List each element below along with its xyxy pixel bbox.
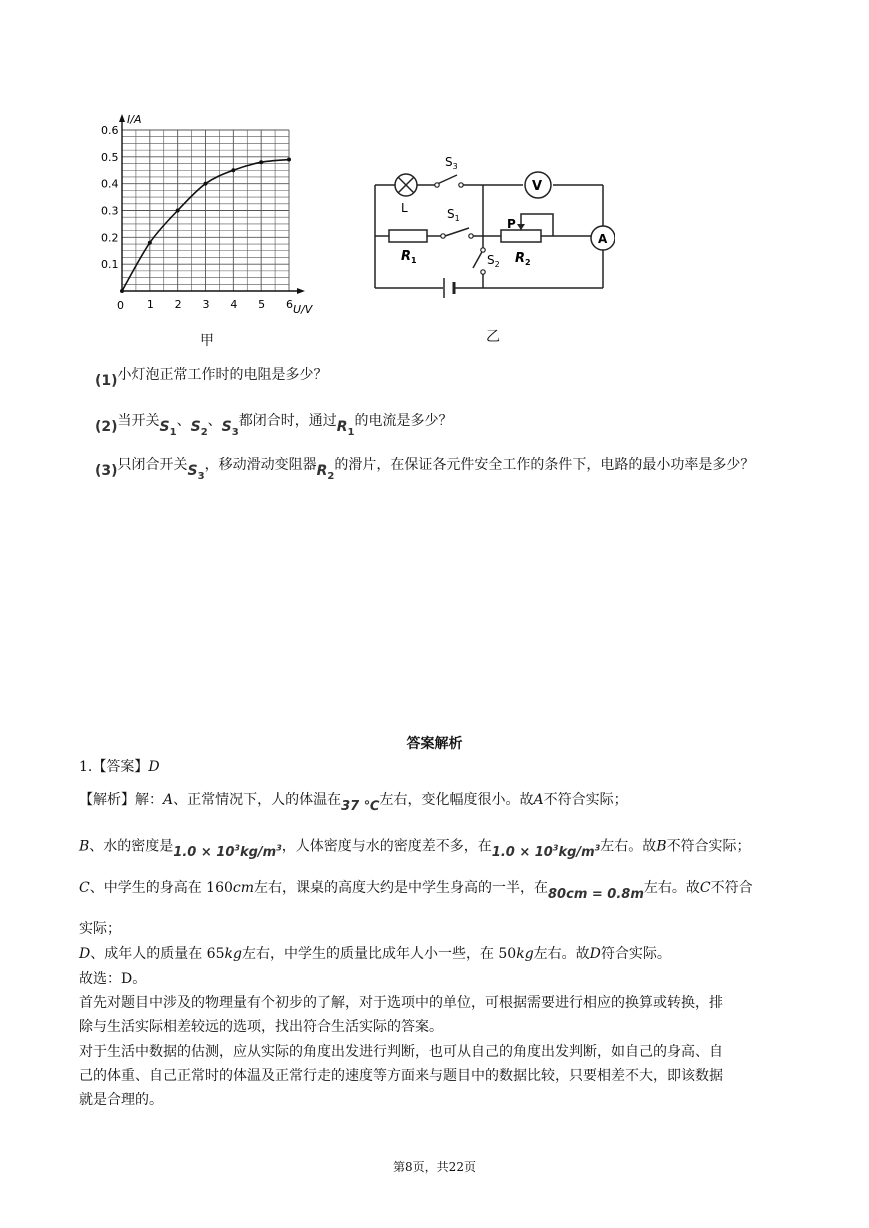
iu-graph <box>95 110 335 350</box>
slider-wire <box>521 214 553 236</box>
r1-label: $R_1$ <box>401 249 417 265</box>
switch-s1-math: $S_1$ <box>159 419 177 438</box>
voltmeter-label: V <box>532 179 543 194</box>
switch-s3-math: $S_3$ <box>221 419 239 438</box>
page-footer: 第8页，共22页 <box>393 1160 476 1174</box>
summary-para-2-line-1: 对于生活中数据的估测，应从实际的角度出发进行判断，也可从自己的角度出发判断，如自己的身高、自 <box>79 1044 723 1060</box>
summary-para-1-line-2: 除与生活实际相差较远的选项，找出符合生活实际的答案。 <box>79 1019 443 1035</box>
data-point <box>287 158 291 162</box>
y-tick-label: 0.2 <box>101 231 119 245</box>
r2-label: $R_2$ <box>515 251 531 267</box>
height-math: 80cm = 0.8m <box>548 887 644 902</box>
figure-yi-caption: 乙 <box>486 329 500 345</box>
summary-para-2-line-3: 就是合理的。 <box>79 1092 163 1108</box>
x-tick-label: 2 <box>174 298 182 311</box>
analysis-c: C、中学生的身高在 160cm左右，课桌的高度大约是中学生身高的一半，在80cm = 0.8m左右。故C不符合 <box>79 880 753 902</box>
p-label: P <box>507 217 516 231</box>
analysis-c-cont: 实际； <box>79 921 121 937</box>
answer-choice: 故选：D。 <box>79 971 147 987</box>
x-tick-label: 6 <box>286 298 293 311</box>
y-tick-label: 0.6 <box>101 124 119 137</box>
x-axis-arrow <box>297 288 305 294</box>
question-2: (2)当开关$S_1$、$S_2$、$S_3$都闭合时，通过$R_1$的电流是多少？ <box>95 413 453 438</box>
battery <box>444 278 454 298</box>
resistor-r1-math: $R_1$ <box>336 419 355 438</box>
summary-para-2-line-2: 己的体重、自己正常时的体温及正常行走的速度等方面来与题目中的数据比较，只要相差不大，即该数据 <box>79 1068 723 1084</box>
y-tick-label: 0.4 <box>101 177 119 191</box>
lamp-label: L <box>401 201 408 215</box>
analysis-d: D、成年人的质量在 65kg左右，中学生的质量比成年人小一些，在 50kg左右。故D符合实际。 <box>79 946 671 962</box>
y-tick-label: 0.3 <box>101 204 119 218</box>
lamp <box>395 174 417 196</box>
question-1 <box>95 365 328 389</box>
figure-jia-caption: 甲 <box>200 333 214 349</box>
graph-grid <box>122 130 289 291</box>
y-tick-label: 0.1 <box>101 258 119 272</box>
s1-label: $S_1$ <box>447 207 460 223</box>
y-tick-label: 0.5 <box>101 150 119 164</box>
analysis-b: B、水的密度是$1.0 \times 10^3kg/m^3$，人体密度与水的密度差不多，在$1.0 \times 10^3kg/m^3$左右。故B不符合实际； <box>79 838 751 861</box>
temperature-math: 37 ℃ <box>341 799 380 814</box>
data-point <box>120 289 124 293</box>
s3-label: $S_3$ <box>445 155 458 171</box>
circuit-diagram <box>365 148 615 298</box>
x-tick-label: 5 <box>258 298 266 311</box>
switch-s3-math: $S_3$ <box>187 463 205 482</box>
density-math-2: $1.0 \times 10^3kg/m^3$ <box>491 844 601 861</box>
answer-heading: 答案解析 <box>406 736 463 752</box>
x-axis-label: U/V <box>293 303 313 316</box>
data-point <box>148 241 152 245</box>
data-point <box>176 209 180 213</box>
analysis-a: 【解析】解：A、正常情况下，人的体温在37 ℃左右，变化幅度很小。故A不符合实际； <box>79 792 628 814</box>
question-3: (3)只闭合开关$S_3$，移动滑动变阻器$R_2$的滑片，在保证各元件安全工作的条件下，电路的最小功率是多少？ <box>95 457 755 482</box>
y-axis-arrow <box>119 114 125 122</box>
answer-line-1: 1.【答案】D <box>79 759 160 775</box>
origin-label: 0 <box>117 299 124 312</box>
x-tick-label: 4 <box>230 298 238 311</box>
data-point <box>231 168 235 172</box>
y-axis-label: I/A <box>127 113 142 126</box>
data-point <box>259 160 263 164</box>
data-point <box>204 182 208 186</box>
summary-para-1-line-1: 首先对题目中涉及的物理量有个初步的了解，对于选项中的单位，可根据需要进行相应的换算或转换，排 <box>79 995 723 1011</box>
question-1-text: 小灯泡正常工作时的电阻是多少？ <box>117 367 328 383</box>
ammeter-label: A <box>598 232 608 246</box>
density-math-1: $1.0 \times 10^3kg/m^3$ <box>173 844 282 861</box>
x-tick-label: 3 <box>202 298 210 311</box>
resistor-r1 <box>389 230 427 242</box>
s2-label: $S_2$ <box>487 253 500 269</box>
switch-s2-math: $S_2$ <box>190 419 208 438</box>
question-1-number: (1) <box>95 373 118 389</box>
rheostat-r2-math: $R_2$ <box>316 463 335 482</box>
rheostat-r2 <box>501 230 541 242</box>
x-tick-label: 1 <box>146 298 154 311</box>
